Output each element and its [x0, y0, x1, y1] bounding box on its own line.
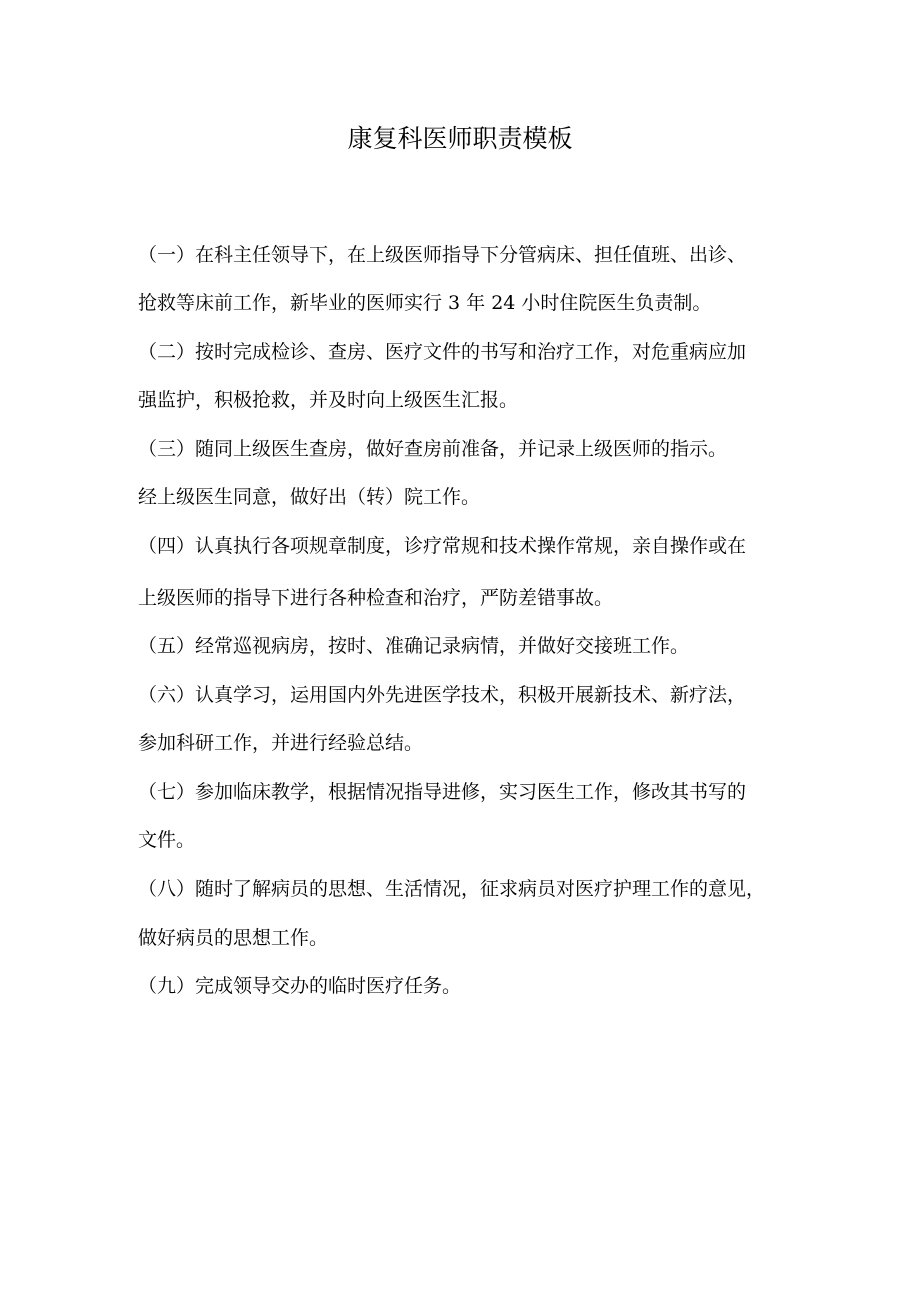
body-line: 参加科研工作，并进行经验总结。 — [138, 732, 424, 754]
body-line: （二）按时完成检诊、查房、医疗文件的书写和治疗工作，对危重病应加 — [138, 341, 747, 363]
body-line: （一）在科主任领导下，在上级医师指导下分管病床、担任值班、出诊、 — [138, 244, 747, 266]
body-line: （七）参加临床教学，根据情况指导进修，实习医生工作，修改其书写的 — [138, 781, 747, 803]
document-title: 康复科医师职责模板 — [347, 124, 573, 153]
body-line: 经上级医生同意，做好出（转）院工作。 — [138, 486, 481, 508]
body-line: 强监护，积极抢救，并及时向上级医生汇报。 — [138, 389, 519, 411]
body-line: （六）认真学习，运用国内外先进医学技术，积极开展新技术、新疗法， — [138, 684, 747, 706]
body-line: （五）经常巡视病房，按时、准确记录病情，并做好交接班工作。 — [138, 635, 690, 657]
body-line: 做好病员的思想工作。 — [138, 927, 329, 949]
body-line: 抢救等床前工作，新毕业的医师实行 3 年 24 小时住院医生负责制。 — [138, 292, 712, 314]
body-line: （三）随同上级医生查房，做好查房前准备，并记录上级医师的指示。 — [138, 438, 728, 460]
body-line: （四）认真执行各项规章制度，诊疗常规和技术操作常规，亲自操作或在 — [138, 535, 747, 557]
body-line: （八）随时了解病员的思想、生活情况，征求病员对医疗护理工作的意见， — [138, 878, 766, 900]
body-line: 上级医师的指导下进行各种检查和治疗，严防差错事故。 — [138, 587, 614, 609]
body-line: （九）完成领导交办的临时医疗任务。 — [138, 975, 462, 997]
body-line: 文件。 — [138, 829, 196, 851]
